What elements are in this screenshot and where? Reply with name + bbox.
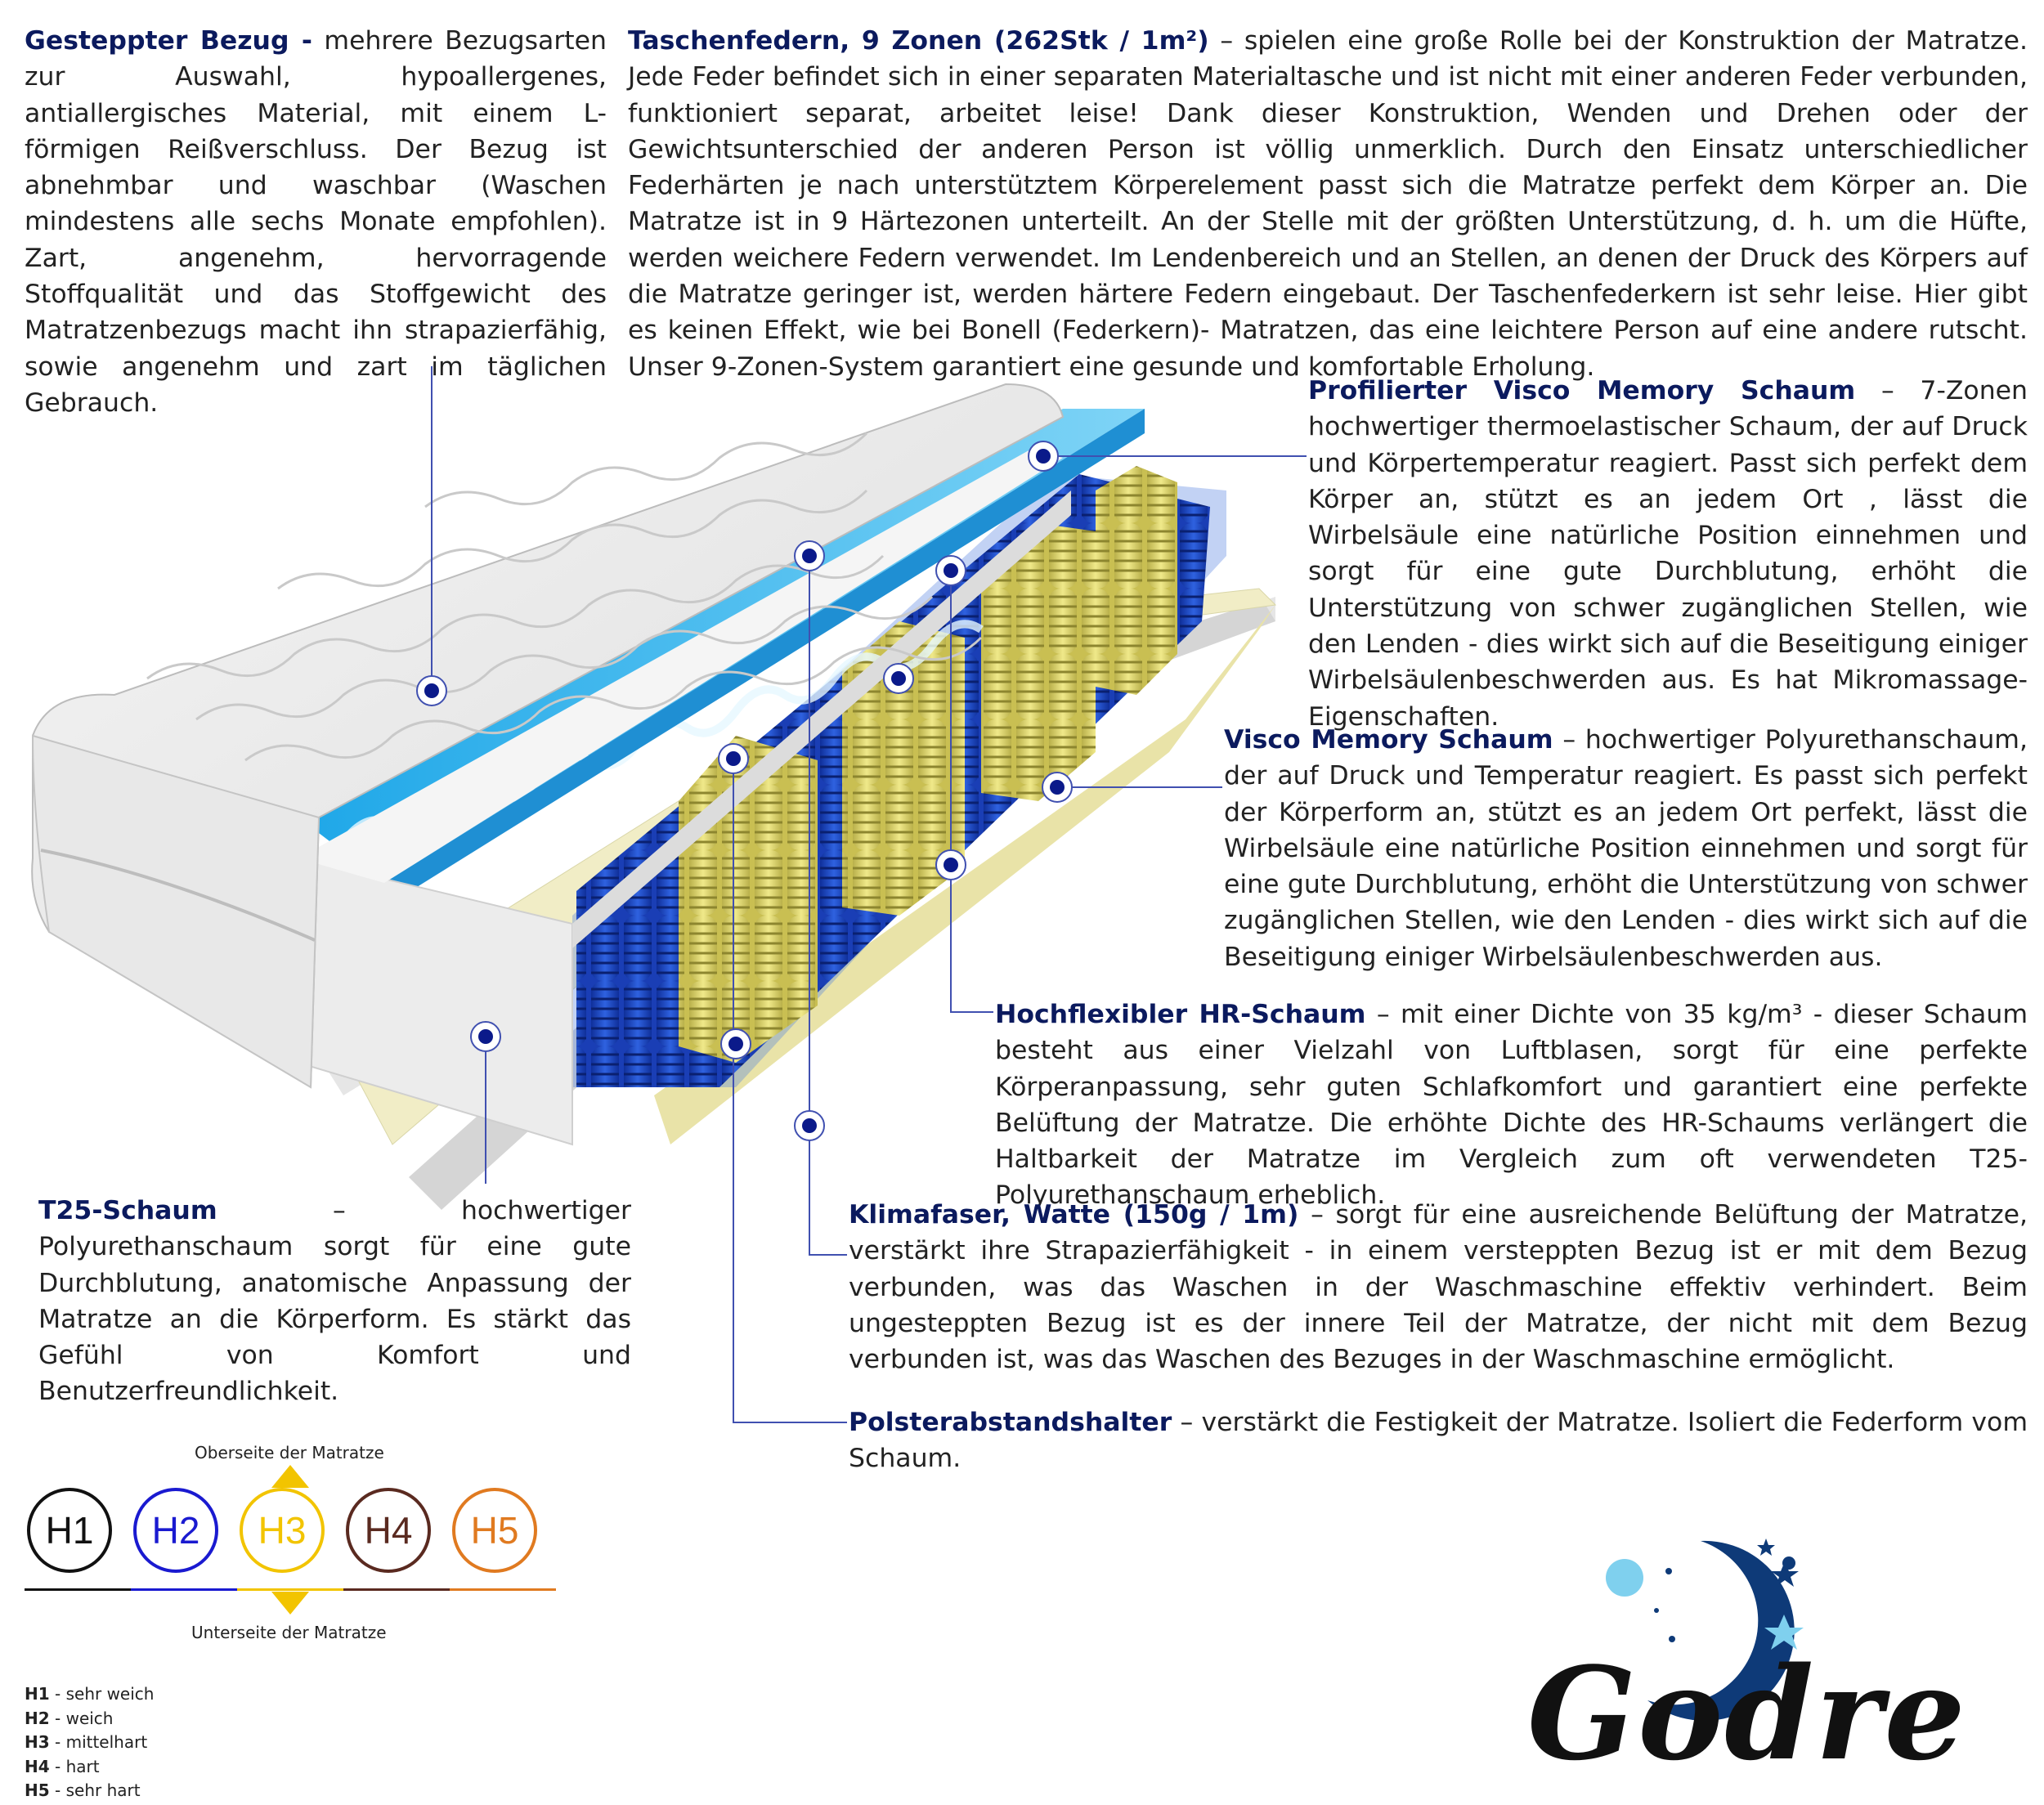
marker-hr <box>936 850 966 880</box>
section-text: – sorgt für eine ausreichende Belüftung der Matratze, verstärkt ihre Strapazierfähigkeit - in einem versteppten Bezug ist er mit dem Bezug verbunden, was das Waschen in der Waschmaschine effektiv verhindert. Beim ungesteppten Bezug ist es der innere Teil der Matratze, der nicht mit dem Bezug verbunden ist, was das Waschen des Bezuges in der Waschmaschine ermöglicht. <box>849 1200 2028 1375</box>
hardness-h5-label: H5 <box>452 1488 537 1573</box>
hardness-list <box>25 1682 154 1803</box>
section-text: – 7-Zonen hochwertiger thermoelastischer Schaum, der auf Druck und Körpertemperatur reagiert. Passt sich perfekt dem Körper an, stützt es an jedem Ort , lässt die Wirbelsäule eine natürliche Position einnehmen und sorgt für eine gute Durchblutung, erhöht die Unterstützung von schwer zugänglichen Stellen, wie den Lenden - dies wirkt sich auf die Beseitigung einiger Wirbelsäulenbeschwerden aus. Es hat Mikromassage-Eigenschaften. <box>1308 376 2028 732</box>
arrow-down-icon <box>271 1592 309 1615</box>
marker-t25 <box>471 1022 500 1051</box>
list-item: H5 - sehr hart <box>25 1780 141 1800</box>
underline-h3 <box>237 1588 343 1591</box>
section-title: T25-Schaum <box>38 1196 217 1225</box>
section-gesteppter-bezug <box>25 23 607 421</box>
section-hr-schaum <box>995 997 2028 1214</box>
section-text: – mit einer Dichte von 35 kg/m³ - dieser Schaum besteht aus einer Vielzahl von Luftblasen, sorgt für eine perfekte Körperanpassung, sehr guten Schlafkomfort und garantiert eine perfekte Belüftung der Matratze. Die erhöhte Dichte des HR-Schaums verlängert die Haltbarkeit der Matratze im Vergleich zum oft verwendeten T25-Polyurethanschaum erheblich. <box>995 1000 2028 1211</box>
underline-h5 <box>450 1588 556 1591</box>
section-polsterabstandshalter <box>849 1404 2028 1477</box>
section-visco-memory <box>1224 722 2028 975</box>
list-item: H2 - weich <box>25 1708 114 1728</box>
section-text: – hochwertiger Polyurethanschaum, der auf Druck und Temperatur reagiert. Es passt sich perfekt der Körperform an, stützt es an jedem Ort perfekt, lässt die Wirbelsäule eine natürliche Position einnehmen und sorgt für eine gute Durchblutung, erhöht die Unterstützung von schwer zugänglichen Stellen, wie den Lenden - dies wirkt sich auf die Beseitigung einiger Wirbelsäulenbeschwerden aus. <box>1224 725 2028 972</box>
hardness-h5 <box>452 1488 542 1578</box>
hardness-h1-label: H1 <box>27 1488 112 1573</box>
marker-profil <box>1029 441 1058 471</box>
legend-bottom-label: Unterseite der Matratze <box>191 1623 387 1642</box>
marker-visco <box>1042 773 1072 802</box>
marker-spring <box>884 664 913 693</box>
underline-h4 <box>343 1588 450 1591</box>
section-title: Klimafaser, Watte (150g / 1m) <box>849 1200 1299 1229</box>
marker-polster-top <box>719 744 748 773</box>
list-item: H4 - hart <box>25 1756 100 1776</box>
section-title: Polsterabstandshalter <box>849 1408 1172 1437</box>
underline-h1 <box>25 1588 131 1591</box>
section-text: – hochwertiger Polyurethanschaum sorgt für eine gute Durchblutung, anatomische Anpassung der Matratze an die Körperform. Es stärkt das Gefühl von Komfort und Benutzerfreundlichkeit. <box>38 1196 631 1407</box>
hardness-h4-label: H4 <box>346 1488 431 1573</box>
section-text: – verstärkt die Festigkeit der Matratze. Isoliert die Federform vom Schaum. <box>849 1408 2028 1474</box>
section-klimafaser <box>849 1197 2028 1377</box>
hardness-h1 <box>27 1488 117 1578</box>
marker-klima <box>795 1111 824 1140</box>
hardness-h3 <box>240 1488 329 1578</box>
hardness-h4 <box>346 1488 436 1578</box>
brand-logo: Godre <box>1527 1639 1967 1789</box>
section-taschenfedern <box>628 23 2028 385</box>
hardness-h2 <box>133 1488 223 1578</box>
section-title: Visco Memory Schaum <box>1224 725 1553 755</box>
legend-top-label: Oberseite der Matratze <box>195 1443 384 1462</box>
section-title: Hochflexibler HR-Schaum <box>995 1000 1366 1029</box>
arrow-up-icon <box>271 1465 309 1488</box>
section-title: Profilierter Visco Memory Schaum <box>1308 376 1856 405</box>
section-title: Taschenfedern, 9 Zonen (262Stk / 1m²) <box>628 26 1209 56</box>
section-title: Gesteppter Bezug - <box>25 26 312 56</box>
section-t25-schaum <box>38 1193 631 1410</box>
marker-hr-top <box>936 556 966 585</box>
section-text: – spielen eine große Rolle bei der Konstruktion der Matratze. Jede Feder befindet sich in einer separaten Materialtasche und ist nicht mit einer anderen Feder verbunden, funktioniert separat, arbeitet leise! Dank dieser Konstruktion, Wenden und Drehen oder der Gewichtsunterschied der anderen Person ist völlig unmerklich. Durch den Einsatz unterschiedlicher Federhärten je nach unterstütztem Körperelement passt sich die Matratze perfekt dem Körper an. Die Matratze ist in 9 Härtezonen unterteilt. An der Stelle mit der größten Unterstützung, d. h. um die Hüfte, werden weichere Federn verwendet. Im Lendenbereich und an Stellen, an denen der Druck des Körpers auf die Matratze geringer ist, werden härtere Federn eingebaut. Der Taschenfederkern ist sehr leise. Hier gibt es keinen Effekt, wie bei Bonell (Federkern)- Matratzen, das eine leichtere Person auf eine andere rutscht. Unser 9-Zonen-System garantiert eine gesunde und komfortable Erholung. <box>628 26 2028 382</box>
list-item: H3 - mittelhart <box>25 1732 148 1752</box>
hardness-h2-label: H2 <box>133 1488 218 1573</box>
section-text: mehrere Bezugsarten zur Auswahl, hypoallergenes, antiallergisches Material, mit einem L-förmigen Reißverschluss. Der Bezug ist abnehmbar und waschbar (Waschen mindestens alle sechs Monate empfohlen). Zart, angenehm, hervorragende Stoffqualität und das Stoffgewicht des Matratzenbezugs macht ihn strapazierfähig, sowie angenehm und zart im täglichen Gebrauch. <box>25 26 607 418</box>
hardness-h3-label: H3 <box>240 1488 325 1573</box>
section-profilierter-visco <box>1308 373 2028 735</box>
marker-bezug <box>417 676 446 705</box>
underline-h2 <box>131 1588 237 1591</box>
marker-feder <box>795 541 824 571</box>
marker-polster <box>721 1029 751 1059</box>
list-item: H1 - sehr weich <box>25 1684 155 1704</box>
